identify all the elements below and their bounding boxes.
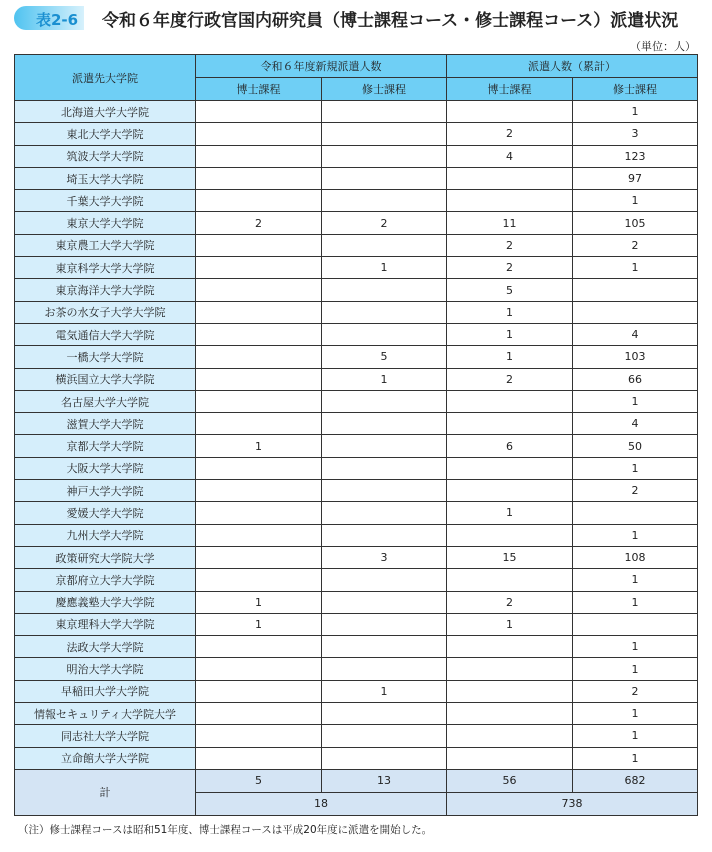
value-cell bbox=[196, 725, 322, 747]
value-cell: 6 bbox=[447, 435, 573, 457]
header-new-dispatch: 令和６年度新規派遣人数 bbox=[196, 55, 447, 78]
table-row bbox=[15, 480, 698, 502]
table-row bbox=[15, 680, 698, 702]
value-cell: 1 bbox=[447, 301, 573, 323]
value-cell bbox=[196, 457, 322, 479]
value-cell bbox=[447, 725, 573, 747]
table-row bbox=[15, 167, 698, 189]
value-cell: 2 bbox=[447, 234, 573, 256]
header-university: 派遣先大学院 bbox=[15, 55, 196, 101]
value-cell bbox=[322, 569, 447, 591]
table-row bbox=[15, 323, 698, 345]
value-cell bbox=[196, 145, 322, 167]
value-cell bbox=[322, 480, 447, 502]
value-cell: 2 bbox=[573, 234, 698, 256]
value-cell: 1 bbox=[573, 747, 698, 769]
value-cell bbox=[447, 480, 573, 502]
value-cell bbox=[322, 658, 447, 680]
sum-new-dispatch: 18 bbox=[196, 792, 447, 815]
value-cell: 1 bbox=[573, 101, 698, 123]
university-name: 愛媛大学大学院 bbox=[15, 502, 196, 524]
value-cell: 1 bbox=[447, 346, 573, 368]
value-cell bbox=[196, 524, 322, 546]
value-cell bbox=[447, 413, 573, 435]
table-row bbox=[15, 368, 698, 390]
value-cell bbox=[447, 747, 573, 769]
total-cell: 13 bbox=[322, 769, 447, 792]
dispatch-table bbox=[14, 54, 698, 816]
value-cell bbox=[196, 234, 322, 256]
table-row bbox=[15, 725, 698, 747]
university-name: 慶應義塾大学大学院 bbox=[15, 591, 196, 613]
value-cell bbox=[322, 457, 447, 479]
table-row bbox=[15, 301, 698, 323]
value-cell bbox=[573, 301, 698, 323]
value-cell: 1 bbox=[447, 613, 573, 635]
value-cell bbox=[447, 703, 573, 725]
value-cell: 1 bbox=[573, 569, 698, 591]
header-doctoral: 博士課程 bbox=[196, 78, 322, 101]
value-cell bbox=[322, 123, 447, 145]
value-cell: 1 bbox=[447, 323, 573, 345]
table-row bbox=[15, 212, 698, 234]
university-name: 九州大学大学院 bbox=[15, 524, 196, 546]
value-cell bbox=[196, 703, 322, 725]
table-row bbox=[15, 502, 698, 524]
value-cell: 1 bbox=[573, 591, 698, 613]
value-cell bbox=[447, 167, 573, 189]
university-name: 横浜国立大学大学院 bbox=[15, 368, 196, 390]
value-cell bbox=[573, 279, 698, 301]
value-cell bbox=[322, 145, 447, 167]
value-cell bbox=[196, 546, 322, 568]
value-cell: 1 bbox=[196, 435, 322, 457]
value-cell: 2 bbox=[447, 368, 573, 390]
value-cell: 4 bbox=[447, 145, 573, 167]
value-cell bbox=[196, 323, 322, 345]
table-row bbox=[15, 190, 698, 212]
value-cell bbox=[196, 190, 322, 212]
value-cell: 5 bbox=[322, 346, 447, 368]
university-name: 滋賀大学大学院 bbox=[15, 413, 196, 435]
university-name: 政策研究大学院大学 bbox=[15, 546, 196, 568]
value-cell bbox=[322, 301, 447, 323]
table-row bbox=[15, 145, 698, 167]
total-cell: 5 bbox=[196, 769, 322, 792]
value-cell bbox=[322, 747, 447, 769]
value-cell: 1 bbox=[573, 190, 698, 212]
value-cell: 1 bbox=[573, 636, 698, 658]
university-name: 明治大学大学院 bbox=[15, 658, 196, 680]
value-cell bbox=[196, 167, 322, 189]
value-cell bbox=[447, 636, 573, 658]
table-row bbox=[15, 546, 698, 568]
table-row bbox=[15, 101, 698, 123]
value-cell: 1 bbox=[196, 613, 322, 635]
university-name: 東京大学大学院 bbox=[15, 212, 196, 234]
value-cell: 1 bbox=[196, 591, 322, 613]
value-cell bbox=[196, 747, 322, 769]
university-name: 千葉大学大学院 bbox=[15, 190, 196, 212]
value-cell bbox=[196, 301, 322, 323]
table-row bbox=[15, 703, 698, 725]
university-name: 京都府立大学大学院 bbox=[15, 569, 196, 591]
value-cell bbox=[322, 613, 447, 635]
university-name: 東京農工大学大学院 bbox=[15, 234, 196, 256]
university-name: 京都大学大学院 bbox=[15, 435, 196, 457]
value-cell bbox=[322, 636, 447, 658]
value-cell: 103 bbox=[573, 346, 698, 368]
table-row bbox=[15, 613, 698, 635]
value-cell: 1 bbox=[322, 680, 447, 702]
table-row bbox=[15, 636, 698, 658]
header-doctoral: 博士課程 bbox=[447, 78, 573, 101]
value-cell bbox=[322, 725, 447, 747]
table-row bbox=[15, 346, 698, 368]
value-cell bbox=[322, 703, 447, 725]
value-cell: 50 bbox=[573, 435, 698, 457]
value-cell bbox=[447, 569, 573, 591]
value-cell bbox=[322, 502, 447, 524]
university-name: 情報セキュリティ大学院大学 bbox=[15, 703, 196, 725]
value-cell: 105 bbox=[573, 212, 698, 234]
table-row bbox=[15, 123, 698, 145]
value-cell: 1 bbox=[573, 658, 698, 680]
header-masters: 修士課程 bbox=[322, 78, 447, 101]
table-row bbox=[15, 234, 698, 256]
university-name: 東北大学大学院 bbox=[15, 123, 196, 145]
value-cell: 2 bbox=[573, 480, 698, 502]
value-cell: 4 bbox=[573, 413, 698, 435]
value-cell: 108 bbox=[573, 546, 698, 568]
university-name: 神戸大学大学院 bbox=[15, 480, 196, 502]
value-cell: 1 bbox=[573, 524, 698, 546]
table-row bbox=[15, 390, 698, 412]
value-cell: 1 bbox=[447, 502, 573, 524]
value-cell bbox=[447, 101, 573, 123]
university-name: 北海道大学大学院 bbox=[15, 101, 196, 123]
value-cell: 5 bbox=[447, 279, 573, 301]
header-masters: 修士課程 bbox=[573, 78, 698, 101]
table-row bbox=[15, 658, 698, 680]
unit-label: （単位：人） bbox=[630, 40, 696, 53]
value-cell: 1 bbox=[573, 457, 698, 479]
value-cell bbox=[447, 524, 573, 546]
value-cell bbox=[447, 457, 573, 479]
value-cell bbox=[196, 502, 322, 524]
value-cell bbox=[196, 101, 322, 123]
value-cell: 123 bbox=[573, 145, 698, 167]
value-cell bbox=[196, 346, 322, 368]
value-cell: 1 bbox=[573, 725, 698, 747]
table-row bbox=[15, 524, 698, 546]
value-cell: 2 bbox=[322, 212, 447, 234]
table-number: 表2-6 bbox=[36, 11, 79, 29]
value-cell: 2 bbox=[447, 257, 573, 279]
value-cell bbox=[322, 591, 447, 613]
value-cell: 2 bbox=[447, 123, 573, 145]
value-cell bbox=[573, 502, 698, 524]
university-name: 大阪大学大学院 bbox=[15, 457, 196, 479]
university-name: お茶の水女子大学大学院 bbox=[15, 301, 196, 323]
value-cell: 11 bbox=[447, 212, 573, 234]
value-cell bbox=[322, 279, 447, 301]
value-cell bbox=[196, 257, 322, 279]
value-cell: 4 bbox=[573, 323, 698, 345]
value-cell bbox=[447, 658, 573, 680]
value-cell bbox=[196, 658, 322, 680]
table-number-badge bbox=[14, 6, 84, 30]
value-cell: 3 bbox=[573, 123, 698, 145]
table-row bbox=[15, 435, 698, 457]
value-cell bbox=[196, 680, 322, 702]
value-cell bbox=[196, 569, 322, 591]
table-row bbox=[15, 257, 698, 279]
table-row bbox=[15, 569, 698, 591]
value-cell bbox=[322, 167, 447, 189]
university-name: 筑波大学大学院 bbox=[15, 145, 196, 167]
table-row bbox=[15, 747, 698, 769]
value-cell bbox=[196, 390, 322, 412]
value-cell: 1 bbox=[322, 368, 447, 390]
value-cell: 2 bbox=[573, 680, 698, 702]
value-cell bbox=[322, 190, 447, 212]
university-name: 法政大学大学院 bbox=[15, 636, 196, 658]
value-cell bbox=[322, 413, 447, 435]
value-cell bbox=[196, 279, 322, 301]
value-cell bbox=[196, 480, 322, 502]
value-cell bbox=[196, 368, 322, 390]
table-row bbox=[15, 413, 698, 435]
university-name: 電気通信大学大学院 bbox=[15, 323, 196, 345]
footnote: （注）修士課程コースは昭和51年度、博士課程コースは平成20年度に派遣を開始した。 bbox=[18, 824, 433, 836]
value-cell bbox=[196, 413, 322, 435]
sum-cumulative: 738 bbox=[447, 792, 698, 815]
value-cell bbox=[322, 101, 447, 123]
total-row bbox=[15, 769, 698, 792]
value-cell: 66 bbox=[573, 368, 698, 390]
value-cell bbox=[322, 323, 447, 345]
value-cell: 2 bbox=[196, 212, 322, 234]
value-cell bbox=[447, 680, 573, 702]
value-cell: 1 bbox=[573, 390, 698, 412]
value-cell bbox=[322, 234, 447, 256]
value-cell bbox=[573, 613, 698, 635]
value-cell: 1 bbox=[322, 257, 447, 279]
university-name: 一橋大学大学院 bbox=[15, 346, 196, 368]
university-name: 東京海洋大学大学院 bbox=[15, 279, 196, 301]
value-cell bbox=[322, 524, 447, 546]
table-row bbox=[15, 591, 698, 613]
table-row bbox=[15, 279, 698, 301]
value-cell bbox=[196, 123, 322, 145]
university-name: 早稲田大学大学院 bbox=[15, 680, 196, 702]
page-title: 令和６年度行政官国内研究員（博士課程コース・修士課程コース）派遣状況 bbox=[102, 11, 679, 31]
value-cell: 3 bbox=[322, 546, 447, 568]
table-row bbox=[15, 457, 698, 479]
university-name: 名古屋大学大学院 bbox=[15, 390, 196, 412]
value-cell bbox=[447, 390, 573, 412]
value-cell: 15 bbox=[447, 546, 573, 568]
value-cell bbox=[447, 190, 573, 212]
value-cell: 2 bbox=[447, 591, 573, 613]
value-cell bbox=[322, 390, 447, 412]
total-cell: 682 bbox=[573, 769, 698, 792]
value-cell bbox=[196, 636, 322, 658]
total-cell: 56 bbox=[447, 769, 573, 792]
total-label: 計 bbox=[15, 769, 196, 815]
value-cell bbox=[322, 435, 447, 457]
university-name: 東京科学大学大学院 bbox=[15, 257, 196, 279]
university-name: 同志社大学大学院 bbox=[15, 725, 196, 747]
university-name: 東京理科大学大学院 bbox=[15, 613, 196, 635]
value-cell: 1 bbox=[573, 257, 698, 279]
header-cumulative: 派遣人数（累計） bbox=[447, 55, 698, 78]
value-cell: 97 bbox=[573, 167, 698, 189]
university-name: 立命館大学大学院 bbox=[15, 747, 196, 769]
value-cell: 1 bbox=[573, 703, 698, 725]
university-name: 埼玉大学大学院 bbox=[15, 167, 196, 189]
